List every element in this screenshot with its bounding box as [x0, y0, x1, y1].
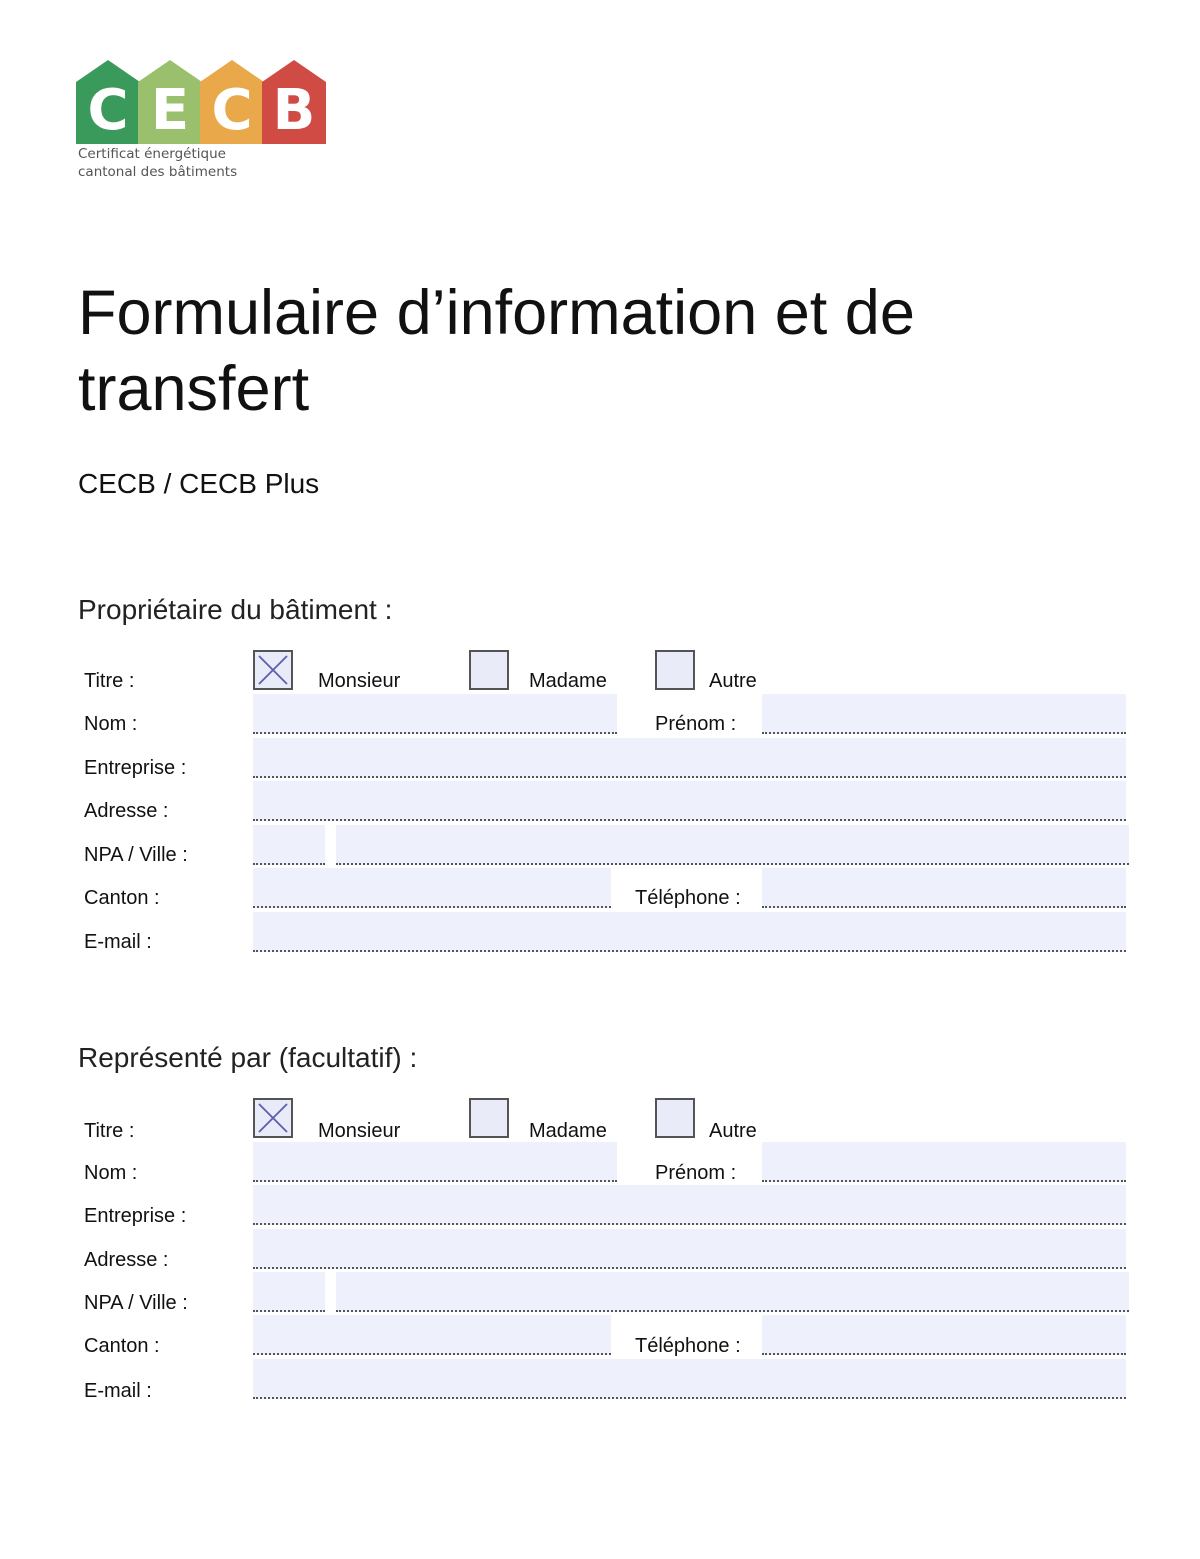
entreprise-label: Entreprise : — [84, 1205, 187, 1227]
logo-house-1 — [76, 60, 140, 144]
telephone-label: Téléphone : — [635, 887, 741, 909]
logo-house-4 — [262, 60, 326, 144]
entreprise-label: Entreprise : — [84, 757, 187, 779]
logo-house-3 — [200, 60, 264, 144]
madame-checkbox[interactable] — [469, 650, 509, 690]
madame-label: Madame — [529, 670, 607, 692]
logo-house-2 — [138, 60, 202, 144]
nom-field[interactable] — [253, 694, 617, 734]
adresse-field[interactable] — [253, 781, 1126, 821]
autre-checkbox[interactable] — [655, 650, 695, 690]
prenom-field[interactable] — [762, 694, 1126, 734]
owner-section — [0, 650, 1200, 980]
logo-tagline-line1: Certificat énergétique — [78, 146, 226, 162]
autre-checkbox[interactable] — [655, 1098, 695, 1138]
section-heading-owner: Propriétaire du bâtiment : — [78, 594, 393, 625]
adresse-label: Adresse : — [84, 1249, 169, 1271]
madame-checkbox[interactable] — [469, 1098, 509, 1138]
check-x-icon — [257, 1102, 289, 1134]
svg-text:E: E — [150, 78, 190, 143]
monsieur-checkbox[interactable] — [253, 1098, 293, 1138]
nom-label: Nom : — [84, 1162, 138, 1184]
monsieur-label: Monsieur — [318, 670, 401, 692]
autre-label: Autre — [709, 1120, 757, 1142]
email-field[interactable] — [253, 1359, 1126, 1399]
prenom-label: Prénom : — [655, 1162, 737, 1184]
section-heading-representative: Représenté par (facultatif) : — [78, 1042, 418, 1073]
svg-text:C: C — [211, 78, 253, 143]
npa-ville-label: NPA / Ville : — [84, 844, 188, 866]
canton-label: Canton : — [84, 1335, 160, 1357]
canton-field[interactable] — [253, 1315, 611, 1355]
prenom-label: Prénom : — [655, 713, 737, 735]
logo-houses — [76, 60, 328, 144]
madame-label: Madame — [529, 1120, 607, 1142]
telephone-label: Téléphone : — [635, 1335, 741, 1357]
representative-section — [0, 1098, 1200, 1428]
npa-ville-label: NPA / Ville : — [84, 1292, 188, 1314]
telephone-field[interactable] — [762, 868, 1126, 908]
email-label: E-mail : — [84, 1380, 152, 1402]
telephone-field[interactable] — [762, 1315, 1126, 1355]
logo-tagline — [78, 145, 237, 181]
canton-label: Canton : — [84, 887, 160, 909]
svg-text:C: C — [87, 78, 129, 143]
npa-field[interactable] — [253, 825, 325, 865]
entreprise-field[interactable] — [253, 738, 1126, 778]
logo-tagline-line2: cantonal des bâtiments — [78, 164, 238, 180]
ville-field[interactable] — [336, 1272, 1129, 1312]
entreprise-field[interactable] — [253, 1185, 1126, 1225]
title-label: Titre : — [84, 1120, 135, 1142]
monsieur-label: Monsieur — [318, 1120, 401, 1142]
prenom-field[interactable] — [762, 1142, 1126, 1182]
email-label: E-mail : — [84, 931, 152, 953]
npa-field[interactable] — [253, 1272, 325, 1312]
email-field[interactable] — [253, 912, 1126, 952]
title-label: Titre : — [84, 670, 135, 692]
adresse-field[interactable] — [253, 1229, 1126, 1269]
nom-label: Nom : — [84, 713, 138, 735]
svg-text:B: B — [272, 78, 316, 143]
adresse-label: Adresse : — [84, 800, 169, 822]
canton-field[interactable] — [253, 868, 611, 908]
cecb-logo — [76, 60, 336, 190]
autre-label: Autre — [709, 670, 757, 692]
check-x-icon — [257, 654, 289, 686]
page-subtitle: CECB / CECB Plus — [78, 468, 320, 499]
ville-field[interactable] — [336, 825, 1129, 865]
monsieur-checkbox[interactable] — [253, 650, 293, 690]
page-title: Formulaire d’information et de transfert — [78, 278, 915, 424]
nom-field[interactable] — [253, 1142, 617, 1182]
